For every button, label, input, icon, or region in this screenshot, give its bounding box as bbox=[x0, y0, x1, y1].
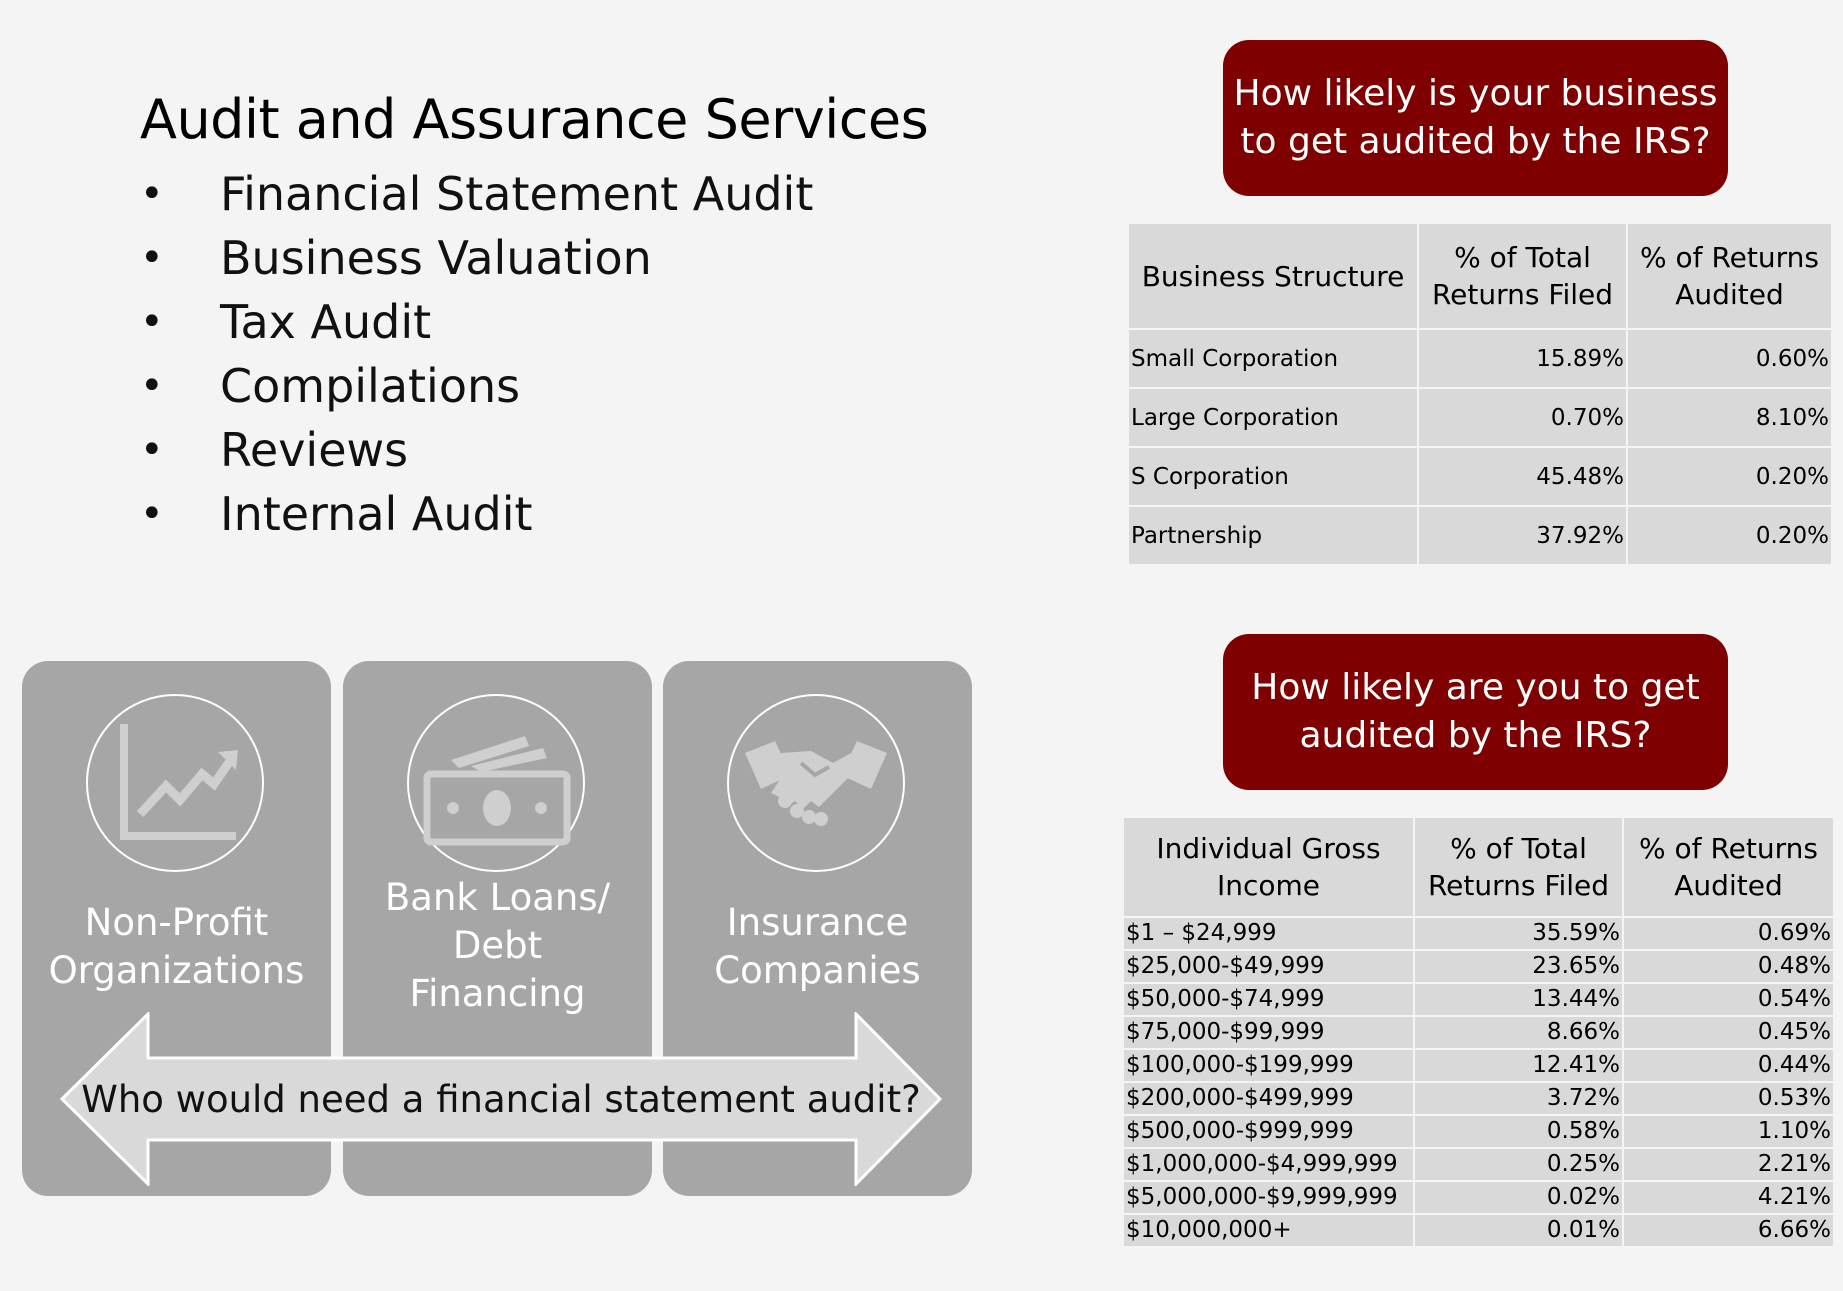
table-header-row bbox=[1128, 223, 1832, 329]
table-cell: 4.21% bbox=[1623, 1181, 1834, 1214]
table-cell: $25,000-$49,999 bbox=[1123, 950, 1414, 983]
table-cell: Small Corporation bbox=[1128, 329, 1418, 388]
table-row bbox=[1128, 506, 1832, 565]
table-cell: 0.44% bbox=[1623, 1049, 1834, 1082]
table-cell: 0.25% bbox=[1414, 1148, 1623, 1181]
table-cell: 6.66% bbox=[1623, 1214, 1834, 1247]
table-cell: 2.21% bbox=[1623, 1148, 1834, 1181]
table-row bbox=[1123, 917, 1834, 950]
table-row bbox=[1123, 983, 1834, 1016]
card-label: Bank Loans/ Debt Financing bbox=[384, 876, 611, 1015]
bullet-icon: • bbox=[140, 491, 164, 537]
bullet-icon: • bbox=[140, 427, 164, 473]
handshake-icon bbox=[727, 694, 905, 872]
table-cell: 3.72% bbox=[1414, 1082, 1623, 1115]
table-cell: 15.89% bbox=[1418, 329, 1627, 388]
table-row bbox=[1128, 329, 1832, 388]
table-cell: 0.20% bbox=[1627, 506, 1832, 565]
bullet-icon: • bbox=[140, 299, 164, 345]
page-title: Audit and Assurance Services bbox=[140, 88, 929, 151]
table-cell: 0.58% bbox=[1414, 1115, 1623, 1148]
table-row bbox=[1123, 1181, 1834, 1214]
list-item: • Financial Statement Audit bbox=[140, 162, 813, 226]
list-item: • Internal Audit bbox=[140, 482, 813, 546]
table-cell: 1.10% bbox=[1623, 1115, 1834, 1148]
business-audit-callout: How likely is your business to get audited by the IRS? bbox=[1223, 40, 1728, 196]
table-cell: 12.41% bbox=[1414, 1049, 1623, 1082]
table-cell: 0.60% bbox=[1627, 329, 1832, 388]
table-row bbox=[1123, 1214, 1834, 1247]
business-audit-table bbox=[1127, 222, 1833, 566]
table-cell: 13.44% bbox=[1414, 983, 1623, 1016]
bullet-icon: • bbox=[140, 363, 164, 409]
individual-audit-callout: How likely are you to get audited by the IRS? bbox=[1223, 634, 1728, 790]
table-cell: $100,000-$199,999 bbox=[1123, 1049, 1414, 1082]
table-cell: 0.45% bbox=[1623, 1016, 1834, 1049]
bullet-icon: • bbox=[140, 171, 164, 217]
table-cell: 0.02% bbox=[1414, 1181, 1623, 1214]
card-label: Non-Profit Organizations bbox=[48, 901, 305, 992]
table-cell: $75,000-$99,999 bbox=[1123, 1016, 1414, 1049]
table-cell: $200,000-$499,999 bbox=[1123, 1082, 1414, 1115]
table-cell: $50,000-$74,999 bbox=[1123, 983, 1414, 1016]
table-cell: $500,000-$999,999 bbox=[1123, 1115, 1414, 1148]
table-cell: 8.10% bbox=[1627, 388, 1832, 447]
table-row bbox=[1123, 1082, 1834, 1115]
column-header: % of Total Returns Filed bbox=[1414, 817, 1623, 917]
column-header: % of Returns Audited bbox=[1627, 223, 1832, 329]
table-row bbox=[1128, 447, 1832, 506]
table-cell: $10,000,000+ bbox=[1123, 1214, 1414, 1247]
column-header: % of Total Returns Filed bbox=[1418, 223, 1627, 329]
table-row bbox=[1123, 1148, 1834, 1181]
table-row bbox=[1123, 1115, 1834, 1148]
list-item: • Compilations bbox=[140, 354, 813, 418]
table-cell: 23.65% bbox=[1414, 950, 1623, 983]
table-row bbox=[1128, 388, 1832, 447]
column-header: % of Returns Audited bbox=[1623, 817, 1834, 917]
bullet-icon: • bbox=[140, 235, 164, 281]
table-cell: Large Corporation bbox=[1128, 388, 1418, 447]
cash-bills-icon bbox=[407, 694, 585, 872]
growth-chart-icon bbox=[86, 694, 264, 872]
income-audit-table bbox=[1122, 816, 1835, 1248]
list-item: • Tax Audit bbox=[140, 290, 813, 354]
arrow-question: Who would need a financial statement audit? bbox=[81, 1078, 921, 1121]
table-cell: Partnership bbox=[1128, 506, 1418, 565]
table-cell: 0.20% bbox=[1627, 447, 1832, 506]
table-header-row bbox=[1123, 817, 1834, 917]
table-cell: S Corporation bbox=[1128, 447, 1418, 506]
table-row bbox=[1123, 1016, 1834, 1049]
card-label: Insurance Companies bbox=[714, 901, 921, 992]
table-cell: 0.69% bbox=[1623, 917, 1834, 950]
services-list bbox=[140, 162, 813, 546]
table-cell: $1 – $24,999 bbox=[1123, 917, 1414, 950]
table-cell: 37.92% bbox=[1418, 506, 1627, 565]
table-cell: 8.66% bbox=[1414, 1016, 1623, 1049]
table-cell: 0.54% bbox=[1623, 983, 1834, 1016]
table-row bbox=[1123, 1049, 1834, 1082]
table-cell: 0.53% bbox=[1623, 1082, 1834, 1115]
table-cell: 35.59% bbox=[1414, 917, 1623, 950]
list-item: • Reviews bbox=[140, 418, 813, 482]
table-row bbox=[1123, 950, 1834, 983]
table-cell: $1,000,000-$4,999,999 bbox=[1123, 1148, 1414, 1181]
table-cell: 0.01% bbox=[1414, 1214, 1623, 1247]
table-cell: $5,000,000-$9,999,999 bbox=[1123, 1181, 1414, 1214]
table-cell: 0.70% bbox=[1418, 388, 1627, 447]
list-item: • Business Valuation bbox=[140, 226, 813, 290]
column-header: Business Structure bbox=[1128, 223, 1418, 329]
table-cell: 45.48% bbox=[1418, 447, 1627, 506]
table-cell: 0.48% bbox=[1623, 950, 1834, 983]
column-header: Individual Gross Income bbox=[1123, 817, 1414, 917]
